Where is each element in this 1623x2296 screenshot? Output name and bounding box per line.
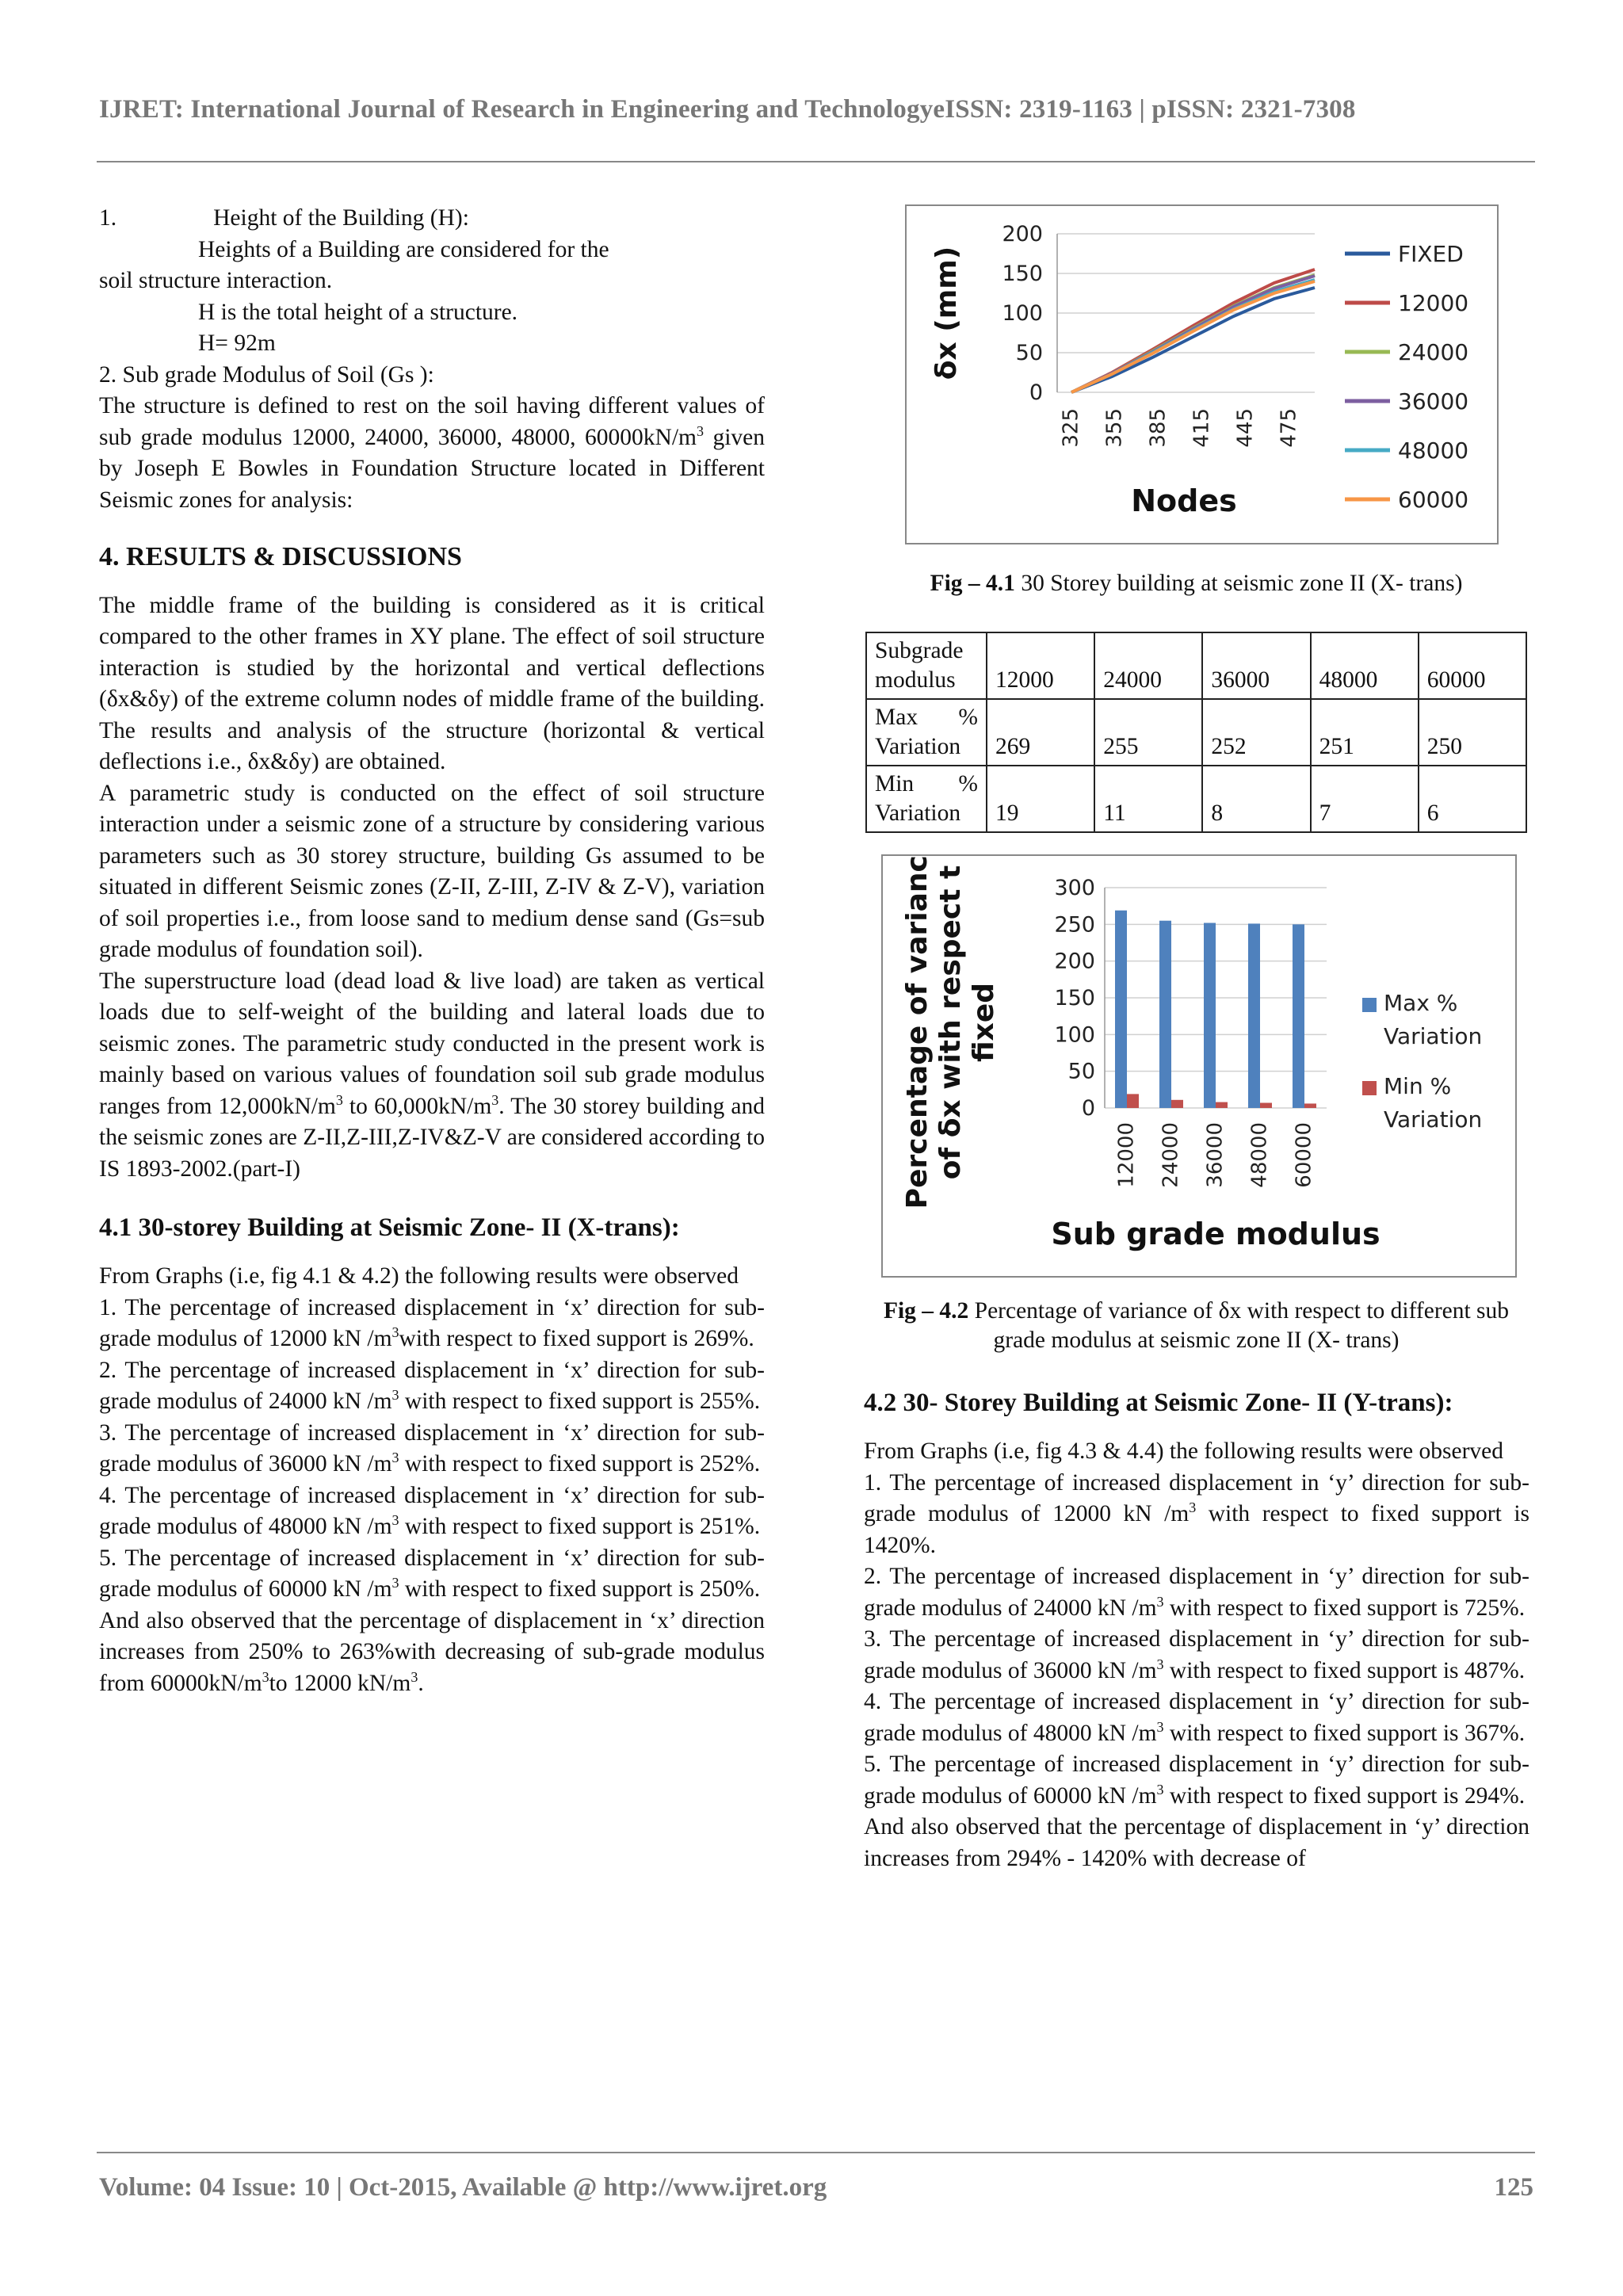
result-x-6: And also observed that the percentage of displacement in ‘x’ direction increases from 250% to 263%with decreasing of sub-grade modulus from $60000kN/m^3to$ 12000 $kN/m^3$. <box>99 1607 765 1696</box>
bar <box>1260 1103 1272 1108</box>
result-y-3: 3. The percentage of increased displacement in ‘y’ direction for sub-grade modulus of 36000 kN $/m^3$ with respect to fixed support is 487%. <box>864 1626 1529 1683</box>
x-tick-label: 24000 <box>1159 1122 1183 1188</box>
table-cell: 252 <box>1202 699 1310 766</box>
legend-label: Min % <box>1384 1073 1452 1099</box>
header-rule <box>97 161 1535 162</box>
bar <box>1159 921 1171 1108</box>
line-chart-svg <box>907 206 1497 543</box>
fig-4-2-chart <box>881 854 1517 1278</box>
result-x-2: 2. The percentage of increased displacement in ‘x’ direction for sub-grade modulus of 24000 kN $/m^3$ with respect to fixed support is 255%. <box>99 1357 765 1414</box>
result-x-5: 5. The percentage of increased displacement in ‘x’ direction for sub-grade modulus of 60000 kN $/m^3$ with respect to fixed support is 250%. <box>99 1545 765 1602</box>
legend-swatch <box>1362 998 1377 1012</box>
y-axis-label: of δx with respect t <box>934 865 967 1180</box>
item2-title: 2. Sub grade Modulus of Soil (Gs ): <box>99 361 434 388</box>
legend-label: Variation <box>1384 1106 1483 1133</box>
footer-rule <box>97 2152 1535 2153</box>
item1-title: Height of the Building (H): <box>213 205 469 231</box>
y-axis-label: Percentage of variance <box>901 856 934 1209</box>
bar-chart-svg <box>883 856 1515 1276</box>
table-cell: 24000 <box>1094 632 1202 699</box>
table-cell: 48000 <box>1311 632 1419 699</box>
observed-intro-y: From Graphs (i.e, fig 4.3 & 4.4) the following results were observed <box>864 1438 1503 1464</box>
x-axis-label: Nodes <box>1131 483 1237 518</box>
y-axis-label: δx (mm) <box>930 246 963 380</box>
legend-label: 48000 <box>1398 437 1469 464</box>
table-cell: 7 <box>1311 766 1419 832</box>
y-tick-label: 0 <box>1081 1096 1095 1121</box>
table-cell: 60000 <box>1419 632 1526 699</box>
result-y-1: 1. The percentage of increased displacement in ‘y’ direction for sub-grade modulus of 12000 kN $/m^3$ with respect to fixed support is 1420%. <box>864 1469 1529 1558</box>
table-cell: 250 <box>1419 699 1526 766</box>
result-x-3: 3. The percentage of increased displacement in ‘x’ direction for sub-grade modulus of 36000 kN $/m^3$ with respect to fixed support is 252%. <box>99 1419 765 1477</box>
fig-4-2-caption: Fig – 4.2 Percentage of variance of δx with respect to different sub grade modulus at seismic zone II (X- trans) <box>883 1298 1510 1353</box>
table-row-label: Max % Variation <box>866 699 987 766</box>
y-tick-label: 100 <box>1002 301 1043 326</box>
x-tick-label: 12000 <box>1114 1122 1139 1188</box>
item1-line1: Heights of a Building are considered for the <box>198 236 609 262</box>
legend-label: FIXED <box>1398 241 1464 267</box>
right-column <box>864 1377 1529 1874</box>
observed-intro: From Graphs (i.e, fig 4.1 & 4.2) the following results were observed <box>99 1263 739 1289</box>
variation-table <box>865 632 1527 833</box>
y-tick-label: 50 <box>1067 1059 1095 1084</box>
running-footer <box>99 2173 1533 2202</box>
legend-label: 12000 <box>1398 290 1469 316</box>
x-tick-label: 36000 <box>1203 1122 1228 1188</box>
table-cell: 269 <box>987 699 1094 766</box>
legend-label: 36000 <box>1398 388 1469 415</box>
legend-label: Max % <box>1384 990 1458 1016</box>
section-4-heading: 4. RESULTS & DISCUSSIONS <box>99 542 462 571</box>
x-axis-label: Sub grade modulus <box>1051 1217 1381 1251</box>
fig-4-1-chart <box>905 204 1499 544</box>
bar <box>1171 1100 1183 1108</box>
y-tick-label: 100 <box>1054 1022 1095 1048</box>
result-y-4: 4. The percentage of increased displacement in ‘y’ direction for sub-grade modulus of 48000 kN $/m^3$ with respect to fixed support is 367%. <box>864 1689 1529 1746</box>
table-row <box>866 632 1526 699</box>
paragraph-3: The superstructure load (dead load & live load) are taken as vertical loads due to self-weight of the building and lateral loads due to seismic zones. The parametric study conducted in the present work is mainly based on various values of foundation soil sub grade modulus ranges from $12,000kN/m^3$ to $60,000kN/m^3$. The 30 storey building and the seismic zones are Z-II,Z-III,Z-IV&Z-V are considered according to IS 1893-2002.(part-I) <box>99 968 765 1182</box>
legend-label: 60000 <box>1398 487 1469 513</box>
item2-paragraph: The structure is defined to rest on the soil having different values of sub grade modulus 12000, 24000, 36000, 48000, $60000kN/m^3$ given by Joseph E Bowles in Foundation Structure located in Different Seismic zones for analysis: <box>99 393 765 513</box>
x-tick-label: 385 <box>1146 408 1170 448</box>
table-cell: 8 <box>1202 766 1310 832</box>
y-tick-label: 250 <box>1054 912 1095 938</box>
bar <box>1304 1103 1316 1108</box>
table-row <box>866 699 1526 766</box>
y-tick-label: 200 <box>1002 222 1043 246</box>
bar <box>1248 923 1260 1108</box>
item1-line3: H is the total height of a structure. <box>198 299 518 325</box>
table-cell: 6 <box>1419 766 1526 832</box>
x-tick-label: 445 <box>1233 408 1258 448</box>
item1-number: 1. <box>99 205 117 231</box>
result-x-1: 1. The percentage of increased displacement in ‘x’ direction for sub-grade modulus of 12000 kN $/m^3with$ respect to fixed support is 269%. <box>99 1294 765 1351</box>
x-tick-label: 415 <box>1190 408 1214 448</box>
section-4-1-heading: 4.1 30-storey Building at Seismic Zone- II (X-trans): <box>99 1213 680 1242</box>
legend-label: Variation <box>1384 1023 1483 1049</box>
y-tick-label: 300 <box>1054 876 1095 900</box>
result-y-2: 2. The percentage of increased displacement in ‘y’ direction for sub-grade modulus of 24000 kN $/m^3$ with respect to fixed support is 725%. <box>864 1564 1529 1621</box>
legend-label: 24000 <box>1398 339 1469 365</box>
running-header: IJRET: International Journal of Research in Engineering and TechnologyeISSN: 2319-1163 | pISSN: 2321-7308 <box>99 95 1356 124</box>
result-y-6: And also observed that the percentage of displacement in ‘y’ direction increases from 294% - 1420% with decrease of <box>864 1814 1529 1871</box>
legend-swatch <box>1362 1081 1377 1095</box>
footer-volume: Volume: 04 Issue: 10 | Oct-2015, Available @ http://www.ijret.org <box>99 2173 827 2202</box>
x-tick-label: 48000 <box>1247 1122 1272 1188</box>
result-x-4: 4. The percentage of increased displacement in ‘x’ direction for sub-grade modulus of 48000 kN $/m^3$ with respect to fixed support is 251%. <box>99 1482 765 1539</box>
table-cell: 251 <box>1311 699 1419 766</box>
section-4-2-heading: 4.2 30- Storey Building at Seismic Zone- II (Y-trans): <box>864 1389 1453 1417</box>
table-cell: 12000 <box>987 632 1094 699</box>
x-tick-label: 355 <box>1102 408 1127 448</box>
fig-4-1-caption: Fig – 4.1 30 Storey building at seismic zone II (X- trans) <box>930 571 1463 596</box>
bar <box>1127 1094 1139 1108</box>
item1-line2: soil structure interaction. <box>99 268 333 293</box>
table-cell: 19 <box>987 766 1094 832</box>
x-tick-label: 60000 <box>1292 1122 1316 1188</box>
result-y-5: 5. The percentage of increased displacement in ‘y’ direction for sub-grade modulus of 60000 kN $/m^3$ with respect to fixed support is 294%. <box>864 1752 1529 1809</box>
table-row-label: Subgrade modulus <box>866 632 987 699</box>
page-number: 125 <box>1494 2173 1533 2202</box>
y-tick-label: 150 <box>1054 986 1095 1010</box>
y-tick-label: 50 <box>1015 341 1043 365</box>
bar <box>1115 911 1127 1108</box>
table-cell: 36000 <box>1202 632 1310 699</box>
table-cell: 255 <box>1094 699 1202 766</box>
y-axis-label: fixed <box>968 982 1000 1063</box>
paragraph-2: A parametric study is conducted on the effect of soil structure interaction under a seismic zone of a structure by considering various parameters such as 30 storey structure, building Gs assumed to be situated in different Seismic zones (Z-II, Z-III, Z-IV & Z-V), variation of soil properties i.e., from loose sand to medium dense sand (Gs=sub grade modulus of foundation soil). <box>99 780 765 962</box>
x-tick-label: 475 <box>1277 408 1301 448</box>
bar <box>1204 923 1216 1108</box>
table-row <box>866 766 1526 832</box>
table-cell: 11 <box>1094 766 1202 832</box>
y-tick-label: 200 <box>1054 949 1095 974</box>
y-tick-label: 150 <box>1002 262 1043 286</box>
paragraph-1: The middle frame of the building is considered as it is critical compared to the other frames in XY plane. The effect of soil structure interaction is studied by the horizontal and vertical deflections (δx&δy) of the extreme column nodes of middle frame of the building. The results and analysis of the structure (horizontal & vertical deflections i.e., δx&δy) are obtained. <box>99 592 765 774</box>
table-row-label: Min % Variation <box>866 766 987 832</box>
bar <box>1216 1102 1228 1108</box>
left-column <box>99 203 765 1699</box>
x-tick-label: 325 <box>1059 408 1083 448</box>
bar <box>1293 924 1304 1108</box>
y-tick-label: 0 <box>1029 380 1043 405</box>
item1-line4: H= 92m <box>198 330 276 356</box>
